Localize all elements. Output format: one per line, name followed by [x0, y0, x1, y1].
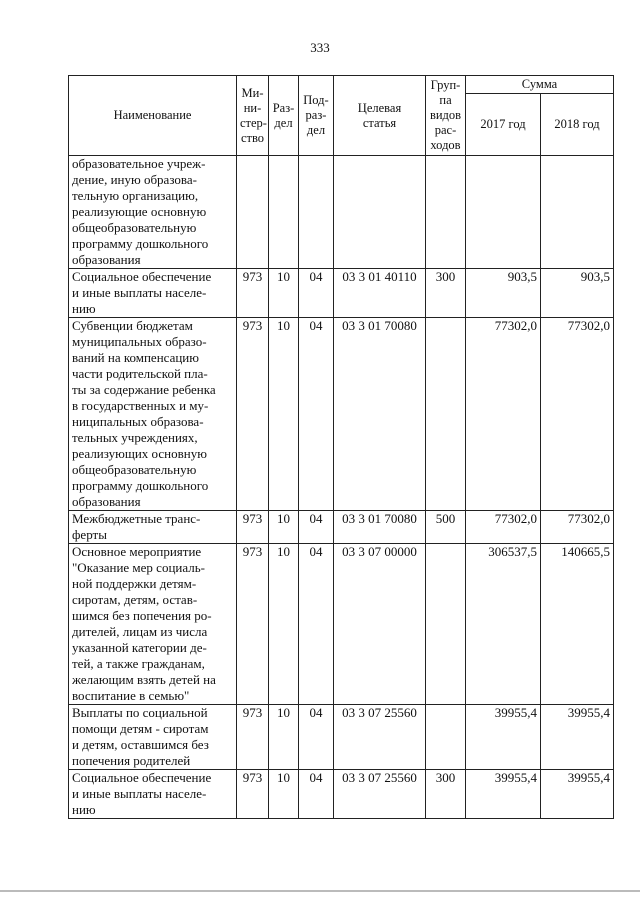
row-expense-group — [426, 705, 466, 770]
page-bottom-edge — [0, 890, 640, 892]
header-target: Целевая статья — [334, 76, 426, 156]
row-sum-2017: 39955,4 — [466, 705, 541, 770]
row-sum-2018: 77302,0 — [541, 318, 614, 511]
page-number: 333 — [310, 40, 330, 55]
row-ministry: 973 — [237, 544, 269, 705]
row-name: Социальное обеспечение и иные выплаты населе- нию — [69, 770, 237, 819]
header-year-2017: 2017 год — [466, 94, 541, 156]
row-sum-2017 — [466, 156, 541, 269]
row-sum-2017: 903,5 — [466, 269, 541, 318]
row-sum-2018: 77302,0 — [541, 511, 614, 544]
table-row — [69, 770, 614, 819]
row-sum-2018: 140665,5 — [541, 544, 614, 705]
row-section: 10 — [269, 511, 299, 544]
row-expense-group — [426, 318, 466, 511]
row-sum-2018: 39955,4 — [541, 705, 614, 770]
row-target-article: 03 3 01 70080 — [334, 318, 426, 511]
row-ministry: 973 — [237, 511, 269, 544]
row-ministry: 973 — [237, 770, 269, 819]
table-row — [69, 318, 614, 511]
row-target-article — [334, 156, 426, 269]
row-target-article: 03 3 07 00000 — [334, 544, 426, 705]
row-sum-2017: 39955,4 — [466, 770, 541, 819]
row-section: 10 — [269, 544, 299, 705]
row-subsection: 04 — [299, 511, 334, 544]
row-target-article: 03 3 01 40110 — [334, 269, 426, 318]
row-name: Субвенции бюджетам муниципальных образо- ваний на компенсацию части родительской пла- ты за содержание ребенка в государственных и му- ниципальных образова- тельных учреждениях, реализующих основную общеобразовательную программу дошкольного образования — [69, 318, 237, 511]
row-ministry: 973 — [237, 318, 269, 511]
row-subsection: 04 — [299, 770, 334, 819]
row-expense-group — [426, 156, 466, 269]
row-target-article: 03 3 07 25560 — [334, 770, 426, 819]
row-ministry: 973 — [237, 705, 269, 770]
row-name: Основное мероприятие "Оказание мер социаль- ной поддержки детям- сиротам, детям, остав- шимся без попечения ро- дителей, лицам из числа указанной категории де- тей, а также гражданам, желающим взять детей на воспитание в семью" — [69, 544, 237, 705]
row-expense-group — [426, 544, 466, 705]
row-target-article: 03 3 07 25560 — [334, 705, 426, 770]
table-row — [69, 705, 614, 770]
table-row — [69, 544, 614, 705]
row-ministry — [237, 156, 269, 269]
header-expense-group: Груп- па видов рас- ходов — [426, 76, 466, 156]
row-section: 10 — [269, 269, 299, 318]
row-name: Выплаты по социальной помощи детям - сиротам и детям, оставшимся без попечения родителей — [69, 705, 237, 770]
row-sum-2017: 77302,0 — [466, 318, 541, 511]
row-sum-2017: 306537,5 — [466, 544, 541, 705]
table-row — [69, 156, 614, 269]
row-sum-2018 — [541, 156, 614, 269]
row-subsection: 04 — [299, 318, 334, 511]
budget-table — [68, 75, 614, 819]
header-ministry: Ми- ни- стер- ство — [237, 76, 269, 156]
row-sum-2017: 77302,0 — [466, 511, 541, 544]
row-subsection: 04 — [299, 544, 334, 705]
row-name: Межбюджетные транс- ферты — [69, 511, 237, 544]
row-expense-group: 500 — [426, 511, 466, 544]
row-sum-2018: 39955,4 — [541, 770, 614, 819]
row-section: 10 — [269, 770, 299, 819]
row-expense-group: 300 — [426, 770, 466, 819]
row-sum-2018: 903,5 — [541, 269, 614, 318]
table-row — [69, 511, 614, 544]
header-sum: Сумма — [466, 76, 614, 94]
table-row — [69, 269, 614, 318]
header-name: Наименование — [69, 76, 237, 156]
row-name: образовательное учреж- дение, иную образова- тельную организацию, реализующие основную общеобразовательную программу дошкольного образования — [69, 156, 237, 269]
row-name: Социальное обеспечение и иные выплаты населе- нию — [69, 269, 237, 318]
header-year-2018: 2018 год — [541, 94, 614, 156]
row-subsection — [299, 156, 334, 269]
header-subsection: Под- раз- дел — [299, 76, 334, 156]
row-section: 10 — [269, 318, 299, 511]
row-ministry: 973 — [237, 269, 269, 318]
row-subsection: 04 — [299, 269, 334, 318]
header-section: Раз- дел — [269, 76, 299, 156]
row-expense-group: 300 — [426, 269, 466, 318]
row-section: 10 — [269, 705, 299, 770]
row-subsection: 04 — [299, 705, 334, 770]
row-section — [269, 156, 299, 269]
row-target-article: 03 3 01 70080 — [334, 511, 426, 544]
